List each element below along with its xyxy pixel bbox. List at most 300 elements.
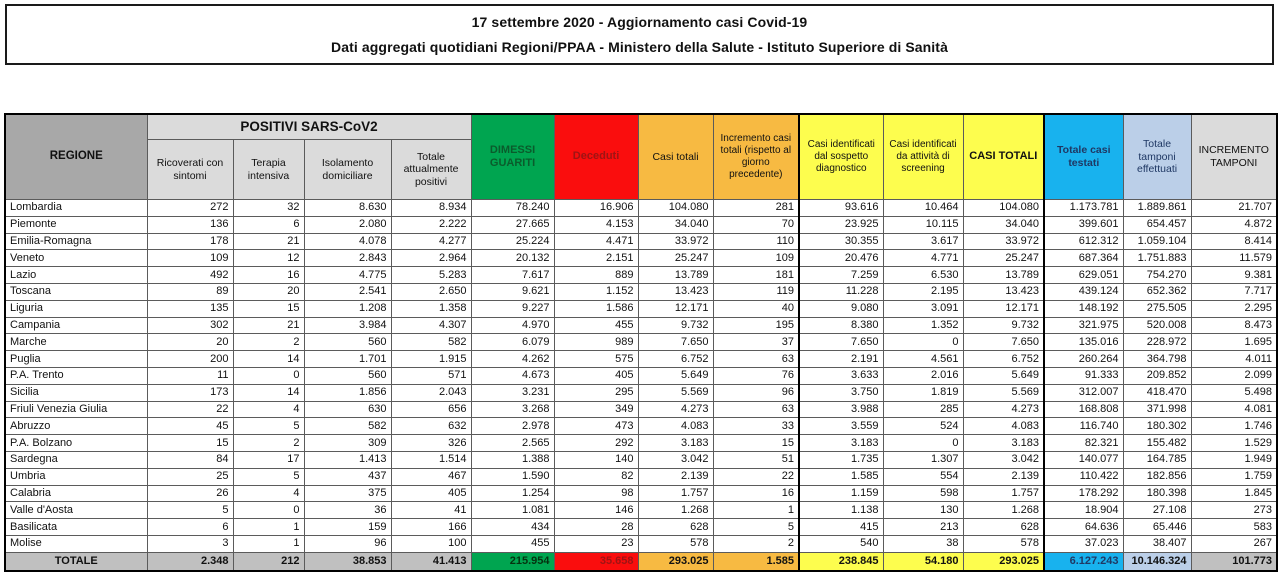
value-cell: 22: [147, 401, 233, 418]
value-cell: 2.964: [391, 250, 471, 267]
col-header-casi-totali-2: CASI TOTALI: [963, 114, 1044, 200]
value-cell: 4.078: [304, 233, 391, 250]
value-cell: 0: [883, 334, 963, 351]
value-cell: 33.972: [638, 233, 713, 250]
value-cell: 628: [963, 519, 1044, 536]
value-cell: 63: [713, 401, 799, 418]
value-cell: 1.413: [304, 451, 391, 468]
value-cell: 3.183: [963, 435, 1044, 452]
value-cell: 2: [233, 334, 304, 351]
value-cell: 9.732: [638, 317, 713, 334]
value-cell: 1.159: [799, 485, 883, 502]
value-cell: 209.852: [1123, 367, 1191, 384]
value-cell: 4.561: [883, 351, 963, 368]
value-cell: 15: [147, 435, 233, 452]
value-cell: 104.080: [638, 200, 713, 217]
totale-value-cell: 38.853: [304, 552, 391, 571]
value-cell: 6.752: [963, 351, 1044, 368]
region-cell: Marche: [5, 334, 147, 351]
value-cell: 5: [233, 468, 304, 485]
value-cell: 93.616: [799, 200, 883, 217]
region-cell: Umbria: [5, 468, 147, 485]
value-cell: 20: [233, 283, 304, 300]
value-cell: 4.775: [304, 267, 391, 284]
value-cell: 181: [713, 267, 799, 284]
value-cell: 200: [147, 351, 233, 368]
value-cell: 1.514: [391, 451, 471, 468]
value-cell: 40: [713, 300, 799, 317]
value-cell: 20.476: [799, 250, 883, 267]
value-cell: 76: [713, 367, 799, 384]
value-cell: 3.183: [638, 435, 713, 452]
value-cell: 12.171: [963, 300, 1044, 317]
totale-label-cell: TOTALE: [5, 552, 147, 571]
value-cell: 630: [304, 401, 391, 418]
value-cell: 1.352: [883, 317, 963, 334]
value-cell: 1: [713, 502, 799, 519]
value-cell: 110.422: [1044, 468, 1123, 485]
report-title-line1: 17 settembre 2020 - Aggiornamento casi Covid-19: [471, 14, 808, 31]
value-cell: 1: [233, 535, 304, 552]
value-cell: 4: [233, 485, 304, 502]
value-cell: 312.007: [1044, 384, 1123, 401]
value-cell: 7.650: [638, 334, 713, 351]
value-cell: 473: [554, 418, 638, 435]
value-cell: 140.077: [1044, 451, 1123, 468]
value-cell: 5.569: [963, 384, 1044, 401]
value-cell: 16.906: [554, 200, 638, 217]
value-cell: 2.565: [471, 435, 554, 452]
value-cell: 1.152: [554, 283, 638, 300]
value-cell: 598: [883, 485, 963, 502]
value-cell: 96: [713, 384, 799, 401]
totale-value-cell: 293.025: [963, 552, 1044, 571]
value-cell: 582: [391, 334, 471, 351]
value-cell: 33.972: [963, 233, 1044, 250]
value-cell: 28: [554, 519, 638, 536]
value-cell: 571: [391, 367, 471, 384]
value-cell: 2.978: [471, 418, 554, 435]
value-cell: 2.016: [883, 367, 963, 384]
value-cell: 1.268: [638, 502, 713, 519]
value-cell: 11: [147, 367, 233, 384]
col-header-ricoverati: Ricoverati con sintomi: [147, 140, 233, 200]
value-cell: 70: [713, 216, 799, 233]
table-row: [5, 502, 1277, 519]
value-cell: 267: [1191, 535, 1277, 552]
value-cell: 1.081: [471, 502, 554, 519]
value-cell: 18.904: [1044, 502, 1123, 519]
value-cell: 23: [554, 535, 638, 552]
table-row: [5, 435, 1277, 452]
value-cell: 21.707: [1191, 200, 1277, 217]
value-cell: 109: [713, 250, 799, 267]
value-cell: 8.630: [304, 200, 391, 217]
value-cell: 89: [147, 283, 233, 300]
value-cell: 309: [304, 435, 391, 452]
value-cell: 652.362: [1123, 283, 1191, 300]
region-cell: Basilicata: [5, 519, 147, 536]
region-cell: Piemonte: [5, 216, 147, 233]
value-cell: 5.569: [638, 384, 713, 401]
value-cell: 4.081: [1191, 401, 1277, 418]
value-cell: 10.464: [883, 200, 963, 217]
value-cell: 5: [147, 502, 233, 519]
table-row: [5, 351, 1277, 368]
value-cell: 3.042: [638, 451, 713, 468]
value-cell: 13.789: [638, 267, 713, 284]
value-cell: 9.732: [963, 317, 1044, 334]
value-cell: 1.759: [1191, 468, 1277, 485]
value-cell: 415: [799, 519, 883, 536]
value-cell: 560: [304, 367, 391, 384]
value-cell: 5: [233, 418, 304, 435]
value-cell: 32: [233, 200, 304, 217]
value-cell: 16: [713, 485, 799, 502]
region-cell: Friuli Venezia Giulia: [5, 401, 147, 418]
value-cell: 5.498: [1191, 384, 1277, 401]
value-cell: 520.008: [1123, 317, 1191, 334]
col-header-attualmente-positivi: Totale attualmente positivi: [391, 140, 471, 200]
value-cell: 20.132: [471, 250, 554, 267]
value-cell: 3.617: [883, 233, 963, 250]
value-cell: 25.247: [963, 250, 1044, 267]
value-cell: 180.398: [1123, 485, 1191, 502]
value-cell: 13.423: [963, 283, 1044, 300]
value-cell: 1: [233, 519, 304, 536]
totale-value-cell: 1.585: [713, 552, 799, 571]
totale-value-cell: 10.146.324: [1123, 552, 1191, 571]
value-cell: 4.872: [1191, 216, 1277, 233]
col-header-tamponi-effettuati: Totale tamponi effettuati: [1123, 114, 1191, 200]
value-cell: 281: [713, 200, 799, 217]
value-cell: 1.254: [471, 485, 554, 502]
value-cell: 36: [304, 502, 391, 519]
value-cell: 1.889.861: [1123, 200, 1191, 217]
value-cell: 159: [304, 519, 391, 536]
value-cell: 4: [233, 401, 304, 418]
value-cell: 13.423: [638, 283, 713, 300]
value-cell: 371.998: [1123, 401, 1191, 418]
table-row: [5, 283, 1277, 300]
report-title-line2: Dati aggregati quotidiani Regioni/PPAA - Ministero della Salute - Istituto Superiore di Sanità: [331, 38, 948, 55]
value-cell: 100: [391, 535, 471, 552]
totale-value-cell: 101.773: [1191, 552, 1277, 571]
value-cell: 439.124: [1044, 283, 1123, 300]
value-cell: 30.355: [799, 233, 883, 250]
value-cell: 15: [233, 300, 304, 317]
value-cell: 7.717: [1191, 283, 1277, 300]
table-row: [5, 451, 1277, 468]
value-cell: 687.364: [1044, 250, 1123, 267]
value-cell: 135.016: [1044, 334, 1123, 351]
value-cell: 9.621: [471, 283, 554, 300]
value-cell: 182.856: [1123, 468, 1191, 485]
value-cell: 1.586: [554, 300, 638, 317]
col-header-deceduti: Deceduti: [554, 114, 638, 200]
value-cell: 3: [147, 535, 233, 552]
totale-value-cell: 2.348: [147, 552, 233, 571]
value-cell: 0: [883, 435, 963, 452]
totale-value-cell: 212: [233, 552, 304, 571]
value-cell: 364.798: [1123, 351, 1191, 368]
value-cell: 78.240: [471, 200, 554, 217]
value-cell: 17: [233, 451, 304, 468]
col-header-screening: Casi identificati da attività di screening: [883, 114, 963, 200]
value-cell: 2.139: [638, 468, 713, 485]
table-row: [5, 267, 1277, 284]
value-cell: 1.915: [391, 351, 471, 368]
totale-value-cell: 238.845: [799, 552, 883, 571]
value-cell: 260.264: [1044, 351, 1123, 368]
table-row: [5, 401, 1277, 418]
table-row: [5, 535, 1277, 552]
value-cell: 63: [713, 351, 799, 368]
value-cell: 5: [713, 519, 799, 536]
value-cell: 104.080: [963, 200, 1044, 217]
value-cell: 6: [147, 519, 233, 536]
value-cell: 4.277: [391, 233, 471, 250]
value-cell: 7.650: [963, 334, 1044, 351]
value-cell: 2.043: [391, 384, 471, 401]
value-cell: 37.023: [1044, 535, 1123, 552]
value-cell: 15: [713, 435, 799, 452]
value-cell: 33: [713, 418, 799, 435]
col-header-regione: REGIONE: [5, 114, 147, 200]
totale-value-cell: 35.658: [554, 552, 638, 571]
value-cell: 1.757: [963, 485, 1044, 502]
value-cell: 213: [883, 519, 963, 536]
value-cell: 540: [799, 535, 883, 552]
value-cell: 2.195: [883, 283, 963, 300]
value-cell: 4.307: [391, 317, 471, 334]
value-cell: 8.934: [391, 200, 471, 217]
value-cell: 405: [391, 485, 471, 502]
value-cell: 583: [1191, 519, 1277, 536]
value-cell: 25: [147, 468, 233, 485]
value-cell: 3.268: [471, 401, 554, 418]
value-cell: 26: [147, 485, 233, 502]
value-cell: 2.099: [1191, 367, 1277, 384]
value-cell: 27.665: [471, 216, 554, 233]
region-cell: P.A. Trento: [5, 367, 147, 384]
value-cell: 654.457: [1123, 216, 1191, 233]
region-cell: Liguria: [5, 300, 147, 317]
value-cell: 560: [304, 334, 391, 351]
value-cell: 38: [883, 535, 963, 552]
value-cell: 612.312: [1044, 233, 1123, 250]
value-cell: 20: [147, 334, 233, 351]
value-cell: 582: [304, 418, 391, 435]
value-cell: 1.585: [799, 468, 883, 485]
value-cell: 3.183: [799, 435, 883, 452]
value-cell: 3.633: [799, 367, 883, 384]
value-cell: 21: [233, 233, 304, 250]
value-cell: 399.601: [1044, 216, 1123, 233]
value-cell: 405: [554, 367, 638, 384]
value-cell: 989: [554, 334, 638, 351]
value-cell: 275.505: [1123, 300, 1191, 317]
col-header-dimessi-guariti: DIMESSI GUARITI: [471, 114, 554, 200]
value-cell: 146: [554, 502, 638, 519]
value-cell: 3.988: [799, 401, 883, 418]
table-row: [5, 519, 1277, 536]
report-title-box: [5, 4, 1274, 65]
value-cell: 5.649: [638, 367, 713, 384]
value-cell: 1.590: [471, 468, 554, 485]
value-cell: 14: [233, 351, 304, 368]
value-cell: 2.191: [799, 351, 883, 368]
value-cell: 140: [554, 451, 638, 468]
totale-value-cell: 215.954: [471, 552, 554, 571]
value-cell: 302: [147, 317, 233, 334]
value-cell: 98: [554, 485, 638, 502]
value-cell: 178.292: [1044, 485, 1123, 502]
value-cell: 4.262: [471, 351, 554, 368]
value-cell: 6.079: [471, 334, 554, 351]
value-cell: 2.139: [963, 468, 1044, 485]
value-cell: 3.559: [799, 418, 883, 435]
value-cell: 23.925: [799, 216, 883, 233]
value-cell: 6.752: [638, 351, 713, 368]
value-cell: 1.701: [304, 351, 391, 368]
value-cell: 130: [883, 502, 963, 519]
value-cell: 9.227: [471, 300, 554, 317]
region-cell: Abruzzo: [5, 418, 147, 435]
value-cell: 578: [963, 535, 1044, 552]
value-cell: 8.473: [1191, 317, 1277, 334]
table-row: [5, 384, 1277, 401]
value-cell: 656: [391, 401, 471, 418]
table-row: [5, 233, 1277, 250]
table-row: [5, 200, 1277, 217]
value-cell: 7.617: [471, 267, 554, 284]
region-cell: Puglia: [5, 351, 147, 368]
value-cell: 3.750: [799, 384, 883, 401]
table-body: [5, 200, 1277, 571]
value-cell: 2: [233, 435, 304, 452]
value-cell: 11.228: [799, 283, 883, 300]
value-cell: 228.972: [1123, 334, 1191, 351]
value-cell: 116.740: [1044, 418, 1123, 435]
value-cell: 65.446: [1123, 519, 1191, 536]
totale-value-cell: 54.180: [883, 552, 963, 571]
value-cell: 110: [713, 233, 799, 250]
region-cell: Molise: [5, 535, 147, 552]
value-cell: 295: [554, 384, 638, 401]
value-cell: 84: [147, 451, 233, 468]
value-cell: 25.224: [471, 233, 554, 250]
region-cell: Sardegna: [5, 451, 147, 468]
value-cell: 21: [233, 317, 304, 334]
value-cell: 148.192: [1044, 300, 1123, 317]
value-cell: 6: [233, 216, 304, 233]
totale-value-cell: 41.413: [391, 552, 471, 571]
value-cell: 12: [233, 250, 304, 267]
col-header-isolamento: Isolamento domiciliare: [304, 140, 391, 200]
value-cell: 109: [147, 250, 233, 267]
value-cell: 455: [471, 535, 554, 552]
table-row: [5, 300, 1277, 317]
value-cell: 1.751.883: [1123, 250, 1191, 267]
col-header-sospetto-diagnostico: Casi identificati dal sospetto diagnostico: [799, 114, 883, 200]
value-cell: 434: [471, 519, 554, 536]
value-cell: 34.040: [963, 216, 1044, 233]
value-cell: 2: [713, 535, 799, 552]
col-group-positivi: POSITIVI SARS-CoV2: [147, 114, 471, 140]
value-cell: 272: [147, 200, 233, 217]
table-row: [5, 485, 1277, 502]
region-cell: Lazio: [5, 267, 147, 284]
value-cell: 34.040: [638, 216, 713, 233]
value-cell: 5.283: [391, 267, 471, 284]
value-cell: 195: [713, 317, 799, 334]
value-cell: 13.789: [963, 267, 1044, 284]
value-cell: 178: [147, 233, 233, 250]
value-cell: 0: [233, 367, 304, 384]
totale-value-cell: 6.127.243: [1044, 552, 1123, 571]
value-cell: 1.856: [304, 384, 391, 401]
value-cell: 1.358: [391, 300, 471, 317]
value-cell: 455: [554, 317, 638, 334]
value-cell: 629.051: [1044, 267, 1123, 284]
region-cell: Calabria: [5, 485, 147, 502]
value-cell: 45: [147, 418, 233, 435]
value-cell: 292: [554, 435, 638, 452]
value-cell: 321.975: [1044, 317, 1123, 334]
region-cell: Veneto: [5, 250, 147, 267]
value-cell: 2.295: [1191, 300, 1277, 317]
value-cell: 273: [1191, 502, 1277, 519]
value-cell: 9.381: [1191, 267, 1277, 284]
value-cell: 4.083: [638, 418, 713, 435]
value-cell: 37: [713, 334, 799, 351]
value-cell: 1.059.104: [1123, 233, 1191, 250]
value-cell: 164.785: [1123, 451, 1191, 468]
value-cell: 1.819: [883, 384, 963, 401]
value-cell: 1.746: [1191, 418, 1277, 435]
value-cell: 4.083: [963, 418, 1044, 435]
value-cell: 2.151: [554, 250, 638, 267]
value-cell: 3.984: [304, 317, 391, 334]
value-cell: 3.091: [883, 300, 963, 317]
value-cell: 1.138: [799, 502, 883, 519]
value-cell: 1.735: [799, 451, 883, 468]
value-cell: 7.259: [799, 267, 883, 284]
value-cell: 51: [713, 451, 799, 468]
value-cell: 2.541: [304, 283, 391, 300]
table-row: [5, 216, 1277, 233]
col-header-terapia-intensiva: Terapia intensiva: [233, 140, 304, 200]
value-cell: 135: [147, 300, 233, 317]
value-cell: 375: [304, 485, 391, 502]
value-cell: 1.307: [883, 451, 963, 468]
region-cell: Toscana: [5, 283, 147, 300]
value-cell: 0: [233, 502, 304, 519]
value-cell: 16: [233, 267, 304, 284]
value-cell: 119: [713, 283, 799, 300]
covid-data-table: [4, 113, 1278, 572]
table-row: [5, 250, 1277, 267]
value-cell: 4.153: [554, 216, 638, 233]
value-cell: 166: [391, 519, 471, 536]
value-cell: 285: [883, 401, 963, 418]
value-cell: 349: [554, 401, 638, 418]
value-cell: 1.388: [471, 451, 554, 468]
value-cell: 4.771: [883, 250, 963, 267]
value-cell: 326: [391, 435, 471, 452]
value-cell: 1.845: [1191, 485, 1277, 502]
